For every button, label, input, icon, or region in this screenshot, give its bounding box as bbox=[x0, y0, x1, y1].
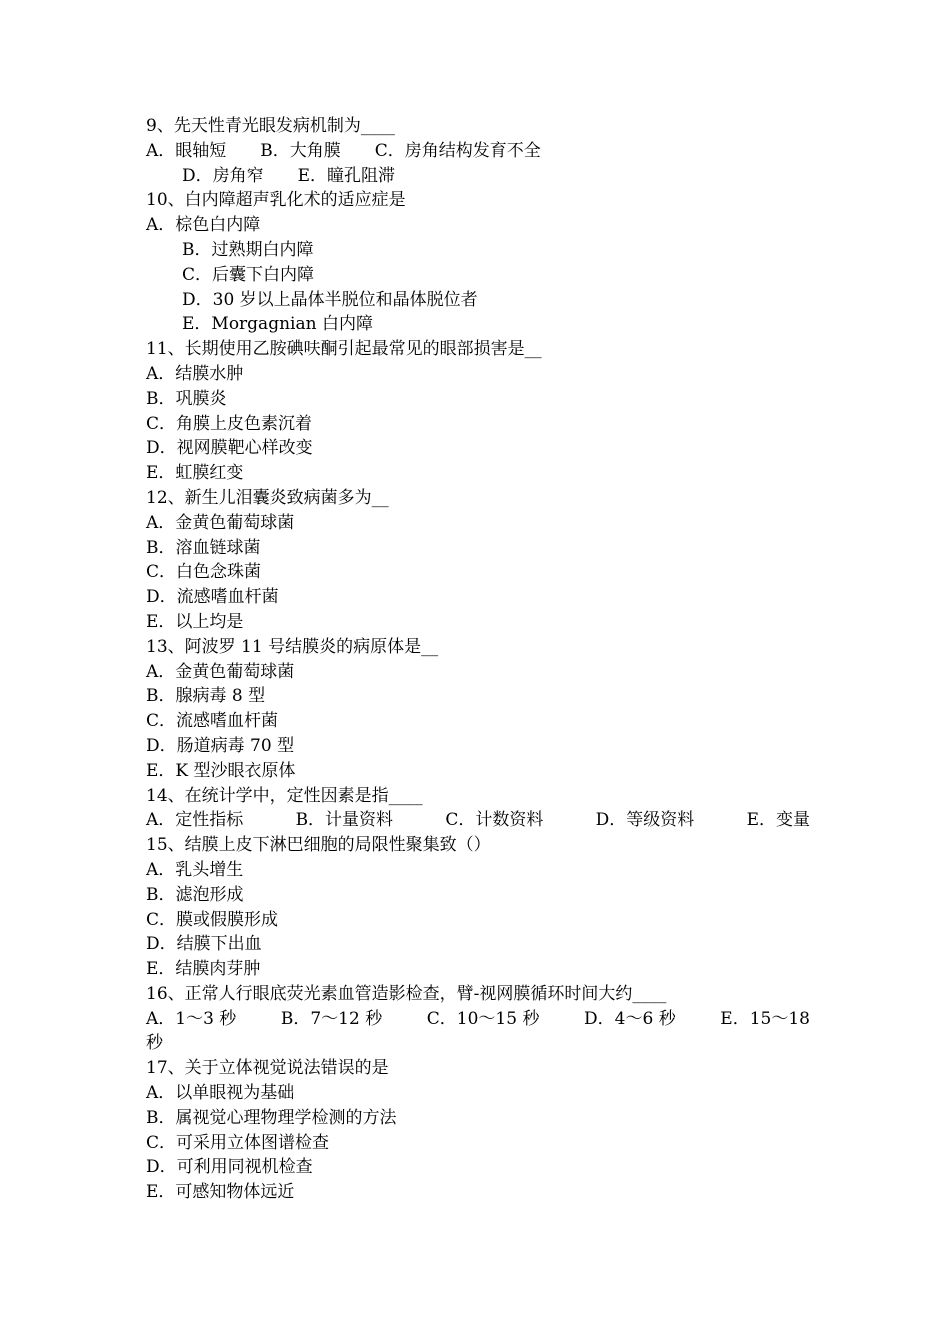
option-line bbox=[146, 164, 810, 189]
question-title: 11、长期使用乙胺碘呋酮引起最常见的眼部损害是__ bbox=[146, 339, 542, 360]
question-title: 13、阿波罗 11 号结膜炎的病原体是__ bbox=[146, 636, 439, 657]
option-b: B．计量资料 bbox=[295, 810, 394, 831]
question-title: 17、关于立体视觉说法错误的是 bbox=[146, 1058, 389, 1079]
option-b: B．属视觉心理物理学检测的方法 bbox=[146, 1107, 397, 1128]
option-b: B．滤泡形成 bbox=[146, 884, 244, 905]
option-d: D．可利用同视机检查 bbox=[146, 1157, 313, 1178]
option-a: A．棕色白内障 bbox=[146, 215, 261, 236]
option-a: A．乳头增生 bbox=[146, 859, 244, 880]
option-e: E．可感知物体远近 bbox=[146, 1182, 295, 1203]
option-b: B．溶血链球菌 bbox=[146, 537, 261, 558]
option-b: B．腺病毒 8 型 bbox=[146, 686, 266, 707]
question-title: 10、白内障超声乳化术的适应症是 bbox=[146, 190, 406, 211]
option-b: B．巩膜炎 bbox=[146, 388, 227, 409]
option-c: C．房角结构发育不全 bbox=[374, 140, 541, 161]
option-b: B．大角膜 bbox=[260, 140, 341, 161]
option-e-wrap: 秒 bbox=[146, 1033, 163, 1054]
option-e: E．K 型沙眼衣原体 bbox=[146, 760, 296, 781]
option-c: C．白色念珠菌 bbox=[146, 562, 262, 583]
option-c: C．可采用立体图谱检查 bbox=[146, 1132, 330, 1153]
option-e: E．变量 bbox=[746, 810, 810, 831]
option-line bbox=[146, 139, 810, 164]
option-a: A．结膜水肿 bbox=[146, 363, 244, 384]
option-e: E．虹膜红变 bbox=[146, 463, 244, 484]
question-title: 15、结膜上皮下淋巴细胞的局限性聚集致（） bbox=[146, 835, 491, 856]
option-line bbox=[146, 1007, 810, 1032]
option-d: D．等级资料 bbox=[595, 810, 695, 831]
option-a: A．以单眼视为基础 bbox=[146, 1083, 295, 1104]
option-c: C．角膜上皮色素沉着 bbox=[146, 413, 313, 434]
option-d: D．结膜下出血 bbox=[146, 934, 262, 955]
option-e: E．以上均是 bbox=[146, 611, 244, 632]
option-a: A．金黄色葡萄球菌 bbox=[146, 512, 295, 533]
question-title: 9、先天性青光眼发病机制为____ bbox=[146, 116, 395, 136]
option-a: A．金黄色葡萄球菌 bbox=[146, 661, 295, 682]
option-e: E．15～18 bbox=[720, 1008, 810, 1029]
question-title: 12、新生儿泪囊炎致病菌多为__ bbox=[146, 487, 389, 508]
option-c: C．后囊下白内障 bbox=[182, 264, 315, 285]
option-c: C．计数资料 bbox=[445, 810, 544, 831]
option-d: D．30 岁以上晶体半脱位和晶体脱位者 bbox=[182, 289, 478, 310]
option-b: B．过熟期白内障 bbox=[182, 239, 314, 260]
option-a: A．眼轴短 bbox=[146, 140, 227, 161]
option-d: D．肠道病毒 70 型 bbox=[146, 735, 295, 756]
option-d: D．4～6 秒 bbox=[584, 1008, 676, 1029]
question-title: 16、正常人行眼底荧光素血管造影检查，臂-视网膜循环时间大约____ bbox=[146, 983, 667, 1004]
option-a: A．定性指标 bbox=[146, 810, 244, 831]
question-title: 14、在统计学中，定性因素是指____ bbox=[146, 785, 423, 806]
option-c: C．流感嗜血杆菌 bbox=[146, 711, 279, 732]
option-d: D．房角窄 bbox=[182, 165, 264, 186]
option-e: E．结膜肉芽肿 bbox=[146, 959, 261, 980]
option-e: E．Morgagnian 白内障 bbox=[182, 314, 373, 335]
question-list bbox=[146, 114, 810, 1205]
option-d: D．流感嗜血杆菌 bbox=[146, 587, 279, 608]
option-c: C．膜或假膜形成 bbox=[146, 909, 279, 930]
option-line bbox=[146, 808, 810, 833]
option-e: E．瞳孔阻滞 bbox=[297, 165, 396, 186]
option-b: B．7～12 秒 bbox=[280, 1008, 383, 1029]
option-a: A．1～3 秒 bbox=[146, 1008, 237, 1029]
option-c: C．10～15 秒 bbox=[426, 1008, 540, 1029]
option-d: D．视网膜靶心样改变 bbox=[146, 438, 313, 459]
